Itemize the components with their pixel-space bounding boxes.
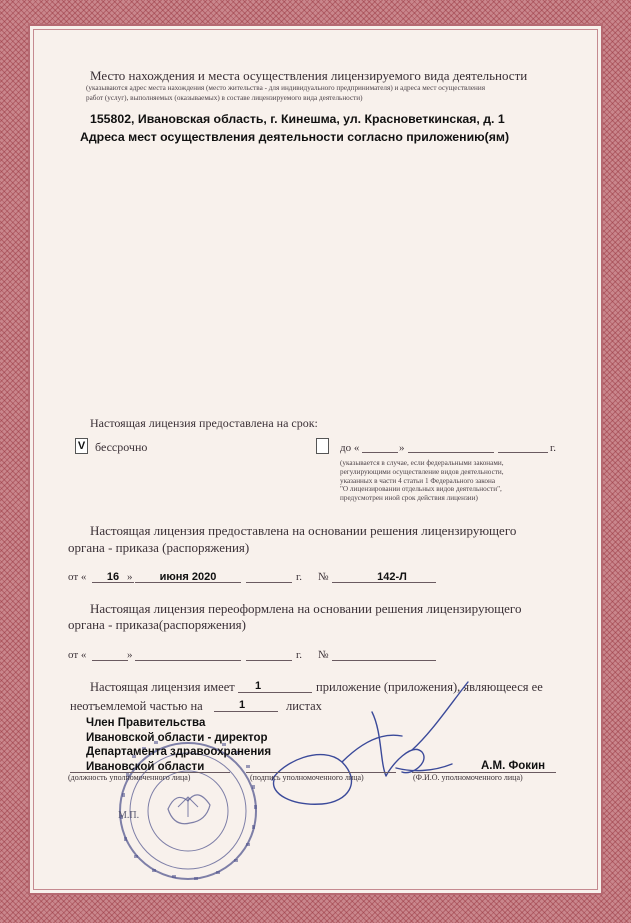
basis-year-line — [246, 582, 292, 583]
signer-position-line: Член Правительства — [86, 717, 206, 729]
caption-position: (должность уполномоченного лица) — [68, 773, 191, 782]
appendix-count: 1 — [254, 680, 262, 692]
handwritten-signature — [262, 672, 482, 822]
basis-number-label: № — [318, 571, 329, 583]
caption-name: (Ф.И.О. уполномоченного лица) — [413, 773, 523, 782]
reissue-month-line — [135, 660, 241, 661]
reissue-close-quote: » — [127, 649, 133, 661]
caption-signature: (подпись уполномоченного лица) — [250, 773, 364, 782]
basis-text-2: органа - приказа (распоряжения) — [68, 540, 250, 555]
term-year-line — [498, 452, 548, 453]
term-note-line: (указывается в случае, если федеральными законами, — [340, 459, 504, 467]
signer-position-line: Ивановской области - директор — [86, 731, 268, 744]
basis-text-1: Настоящая лицензия предоставлена на основании решения лицензирующего — [90, 523, 517, 538]
signer-position — [86, 716, 271, 774]
term-unlimited-checkbox[interactable]: V — [75, 438, 88, 454]
term-until-close-quote: » — [399, 442, 405, 454]
term-note-line: "О лицензировании отдельных видов деятельности", — [340, 485, 502, 494]
term-note-line: предусмотрен иной срок действия лицензии) — [340, 494, 478, 503]
term-note-line: регулирующими осуществление видов деятельности, — [340, 467, 504, 476]
reissue-text-2: органа - приказа(распоряжения) — [68, 617, 246, 632]
stamp-mark: М.П. — [118, 810, 140, 821]
reissue-text-1: Настоящая лицензия переоформлена на основании решения лицензирующего — [90, 601, 522, 616]
address: 155802, Ивановская область, г. Кинешма, ул. Красноветкинская, д. 1 — [90, 112, 505, 126]
signer-position-line: Департамента здравоохранения — [86, 746, 272, 758]
reissue-day-line — [92, 660, 128, 661]
appendix-text-3: неотъемлемой частью на — [70, 699, 203, 713]
term-month-line — [408, 452, 494, 453]
location-heading: Место нахождения и места осуществления лицензируемого вида деятельности — [90, 68, 528, 83]
signer-name: А.М. Фокин — [481, 760, 546, 772]
term-note-line: указанных в части 4 статьи 1 Федерального закона — [340, 476, 496, 485]
addresses-ref: Адреса мест осуществления деятельности согласно приложению(ям) — [80, 130, 510, 144]
term-year-suffix: г. — [550, 442, 557, 454]
term-heading: Настоящая лицензия предоставлена на срок: — [90, 416, 318, 430]
term-day-line — [362, 452, 398, 453]
location-note-2: работ (услуг), выполняемых (оказываемых) в составе лицензируемого вида деятельности) — [86, 94, 363, 102]
appendix-text-2: приложение (приложения), являющееся ее — [316, 680, 543, 694]
term-unlimited-label: бессрочно — [95, 440, 148, 454]
basis-from: от « — [68, 571, 87, 583]
reissue-number-label: № — [318, 649, 329, 661]
basis-year-suffix: г. — [296, 571, 303, 583]
reissue-year-line — [246, 660, 292, 661]
location-note-1: (указываются адрес места нахождения (место жительства - для индивидуального предпринимателя) и адреса мест осуществления — [86, 84, 486, 92]
appendix-text-1: Настоящая лицензия имеет — [90, 680, 235, 694]
reissue-year-suffix: г. — [296, 649, 303, 661]
basis-day: 16 — [106, 571, 120, 583]
appendix-text-4: листах — [286, 699, 322, 713]
appendix-sheets: 1 — [238, 699, 246, 711]
signer-position-line: Ивановской области — [86, 760, 205, 773]
term-until-checkbox[interactable] — [316, 438, 329, 454]
basis-month-year: июня 2020 — [159, 571, 217, 583]
reissue-from: от « — [68, 649, 87, 661]
reissue-number-line — [332, 660, 436, 661]
term-note — [340, 459, 504, 503]
basis-number: 142-Л — [377, 571, 407, 583]
term-until-label: до « — [340, 442, 360, 454]
basis-close-quote: » — [127, 571, 133, 583]
